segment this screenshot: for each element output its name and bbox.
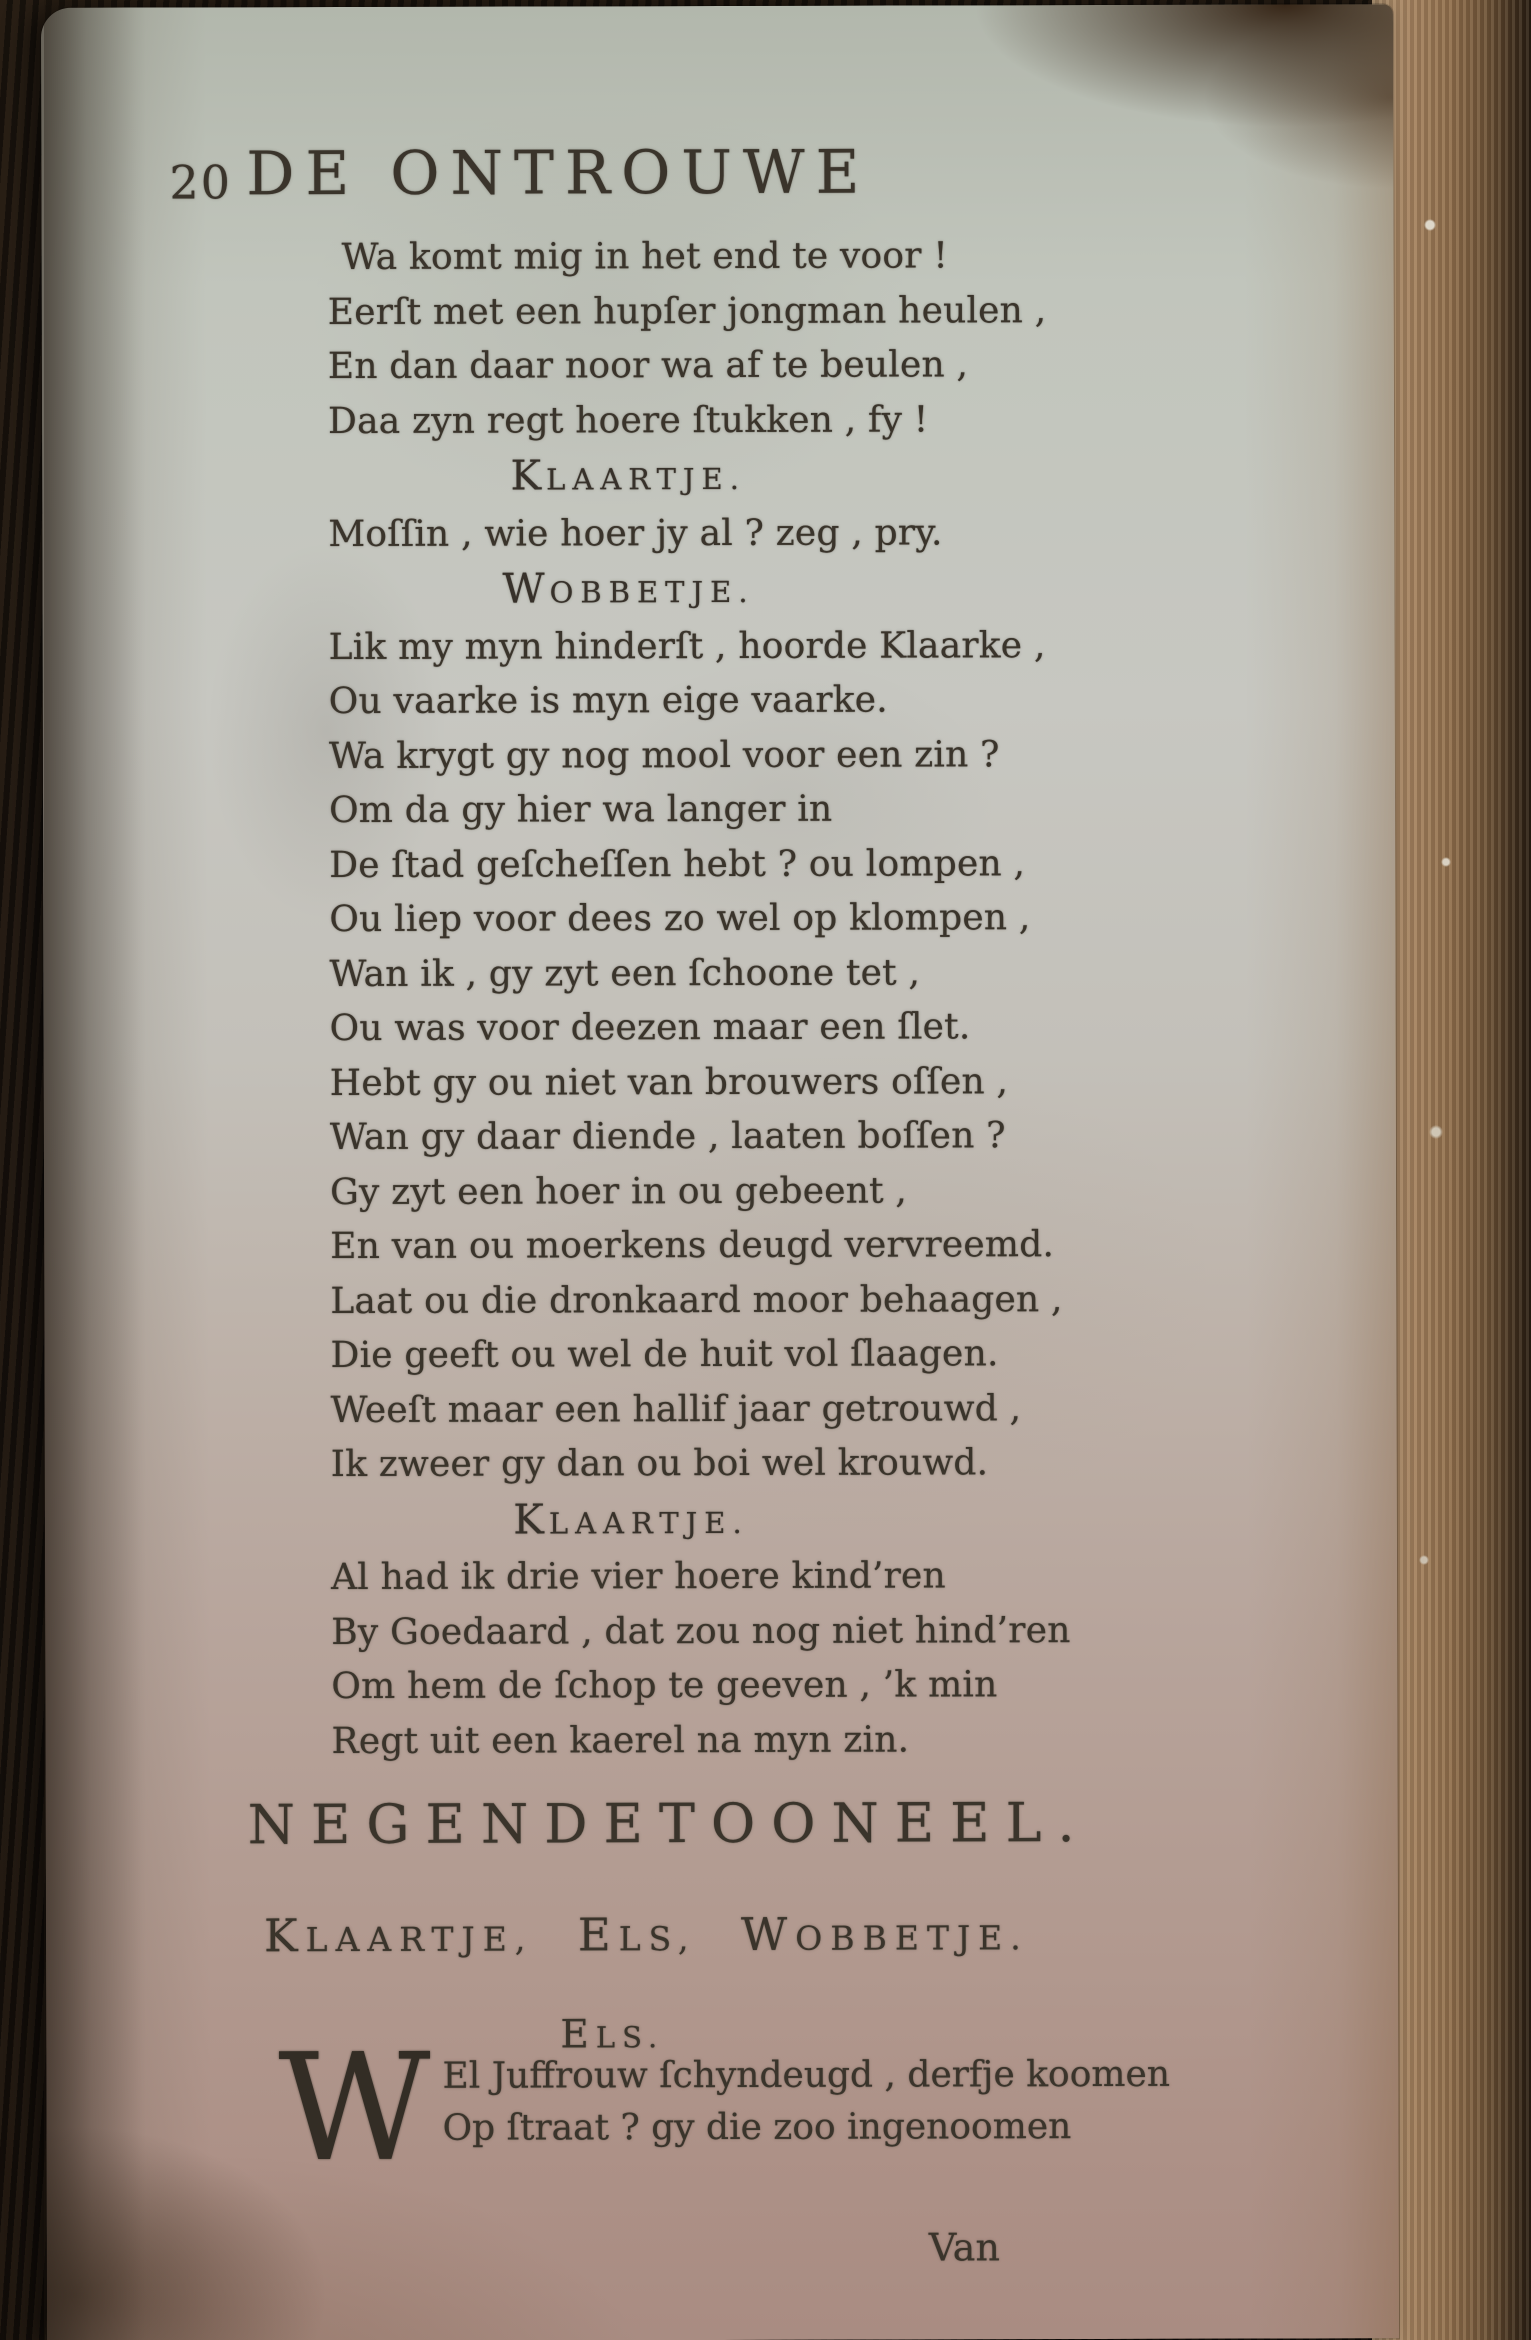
character-klaartje: KLAARTJE, <box>263 1909 534 1963</box>
scene-heading <box>247 1791 1091 1857</box>
verse-line: Lik my myn hinderſt , hoorde Klaarke , <box>328 624 1046 668</box>
book-page <box>41 4 1399 2340</box>
verse-line: Regt uit een kaerel na myn zin. <box>331 1719 910 1762</box>
speaker-heading-wobbetje: WOBBETJE. <box>502 564 755 613</box>
verse-line: En van ou moerkens deugd vervreemd. <box>330 1224 1055 1268</box>
running-title-word-ontrouwe: ONTROUWE <box>390 137 871 209</box>
speaker-heading-klaartje: KLAARTJE. <box>513 1494 749 1544</box>
verse-block <box>327 229 1071 1769</box>
verse-line: Ik zweer gy dan ou boi wel krouwd. <box>330 1442 989 1486</box>
verse-line: Ou liep voor dees zo wel op klompen , <box>329 897 1031 941</box>
verse-line: Hebt gy ou niet van brouwers oſſen , <box>329 1060 1009 1104</box>
verse-line: De ſtad geſcheſſen hebt ? ou lompen , <box>329 842 1026 886</box>
verse-line: Wa krygt gy nog mool voor een zin ? <box>328 733 1000 777</box>
verse-line: Wan gy daar diende , laaten boſſen ? <box>329 1115 1006 1159</box>
page-number: 20 <box>169 155 233 210</box>
verse-line: Wan ik , gy zyt een ſchoone tet , <box>329 951 921 995</box>
catchword: Van <box>928 2225 1000 2270</box>
verse-line: Daa zyn regt hoere ſtukken , fy ! <box>327 398 929 442</box>
character-els: ELS, <box>577 1908 697 1962</box>
verse-line: En dan daar noor wa af te beulen , <box>327 344 969 388</box>
character-wobbetje: WOBBETJE. <box>740 1907 1029 1961</box>
verse-line: Om da gy hier wa langer in <box>328 788 833 832</box>
verse-line: Eerſt met een hupſer jongman heulen , <box>327 289 1047 333</box>
speaker-heading-klaartje: KLAARTJE. <box>510 451 746 500</box>
verse-line: Laat ou die dronkaard moor behaagen , <box>330 1278 1063 1322</box>
verse-line: Moſſin , wie hoer jy al ? zeg , pry. <box>328 511 943 555</box>
scene-character-list <box>251 1907 1029 1963</box>
verse-line: Al had ik drie vier hoere kind’ren <box>331 1555 946 1599</box>
running-title-word-de: DE <box>246 138 361 210</box>
speaker-heading-els: ELS. <box>560 2012 665 2058</box>
verse-line: Gy zyt een hoer in ou gebeent , <box>329 1170 908 1213</box>
verse-line: By Goedaard , dat zou nog niet hind’ren <box>331 1609 1071 1653</box>
verse-line: Wa komt mig in het end te voor ! <box>341 235 949 278</box>
verse-line: Ou vaarke is myn eige vaarke. <box>328 679 888 723</box>
verse-line: Weeſt maar een hallif jaar getrouwd , <box>330 1387 1022 1431</box>
verse-line: Om hem de ſchop te geeven , ’k min <box>331 1664 998 1708</box>
scene-heading-word-tooneel: TOONEEL. <box>658 1791 1091 1856</box>
verse-line: Die geeft ou wel de huit vol ſlaagen. <box>330 1333 999 1377</box>
drop-cap-w: W <box>278 2021 431 2195</box>
opening-line: El Juffrouw ſchyndeugd , derfje koomen <box>442 2053 1171 2097</box>
opening-line: Op ſtraat ? gy die zoo ingenoomen <box>442 2106 1072 2149</box>
verse-line: Ou was voor deezen maar een ſlet. <box>329 1006 971 1050</box>
scene-heading-word-negende: NEGENDE <box>247 1792 659 1857</box>
running-title <box>246 138 870 210</box>
